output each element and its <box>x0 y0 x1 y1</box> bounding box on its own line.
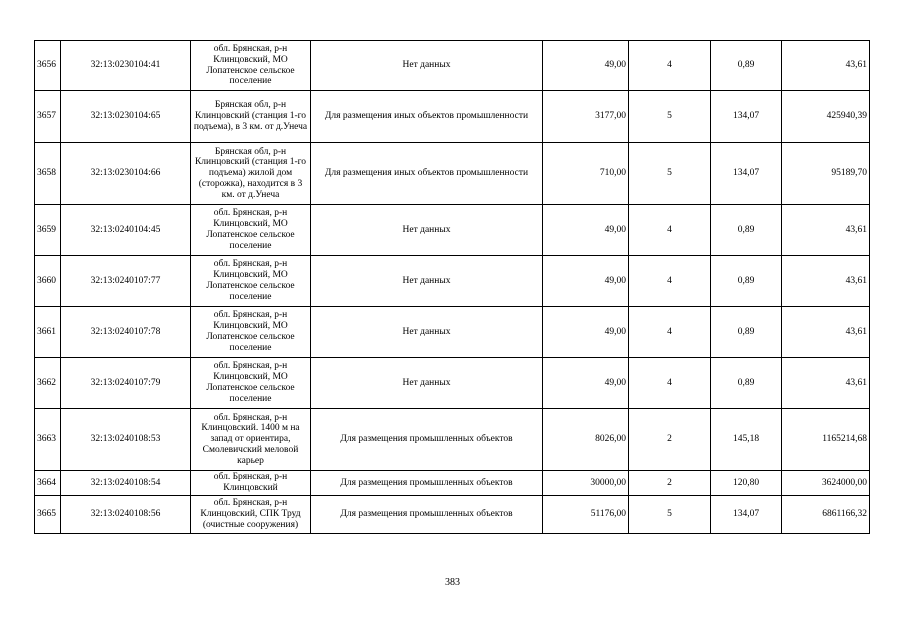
category: 4 <box>629 307 711 358</box>
land-registry-table <box>34 40 870 534</box>
area: 49,00 <box>543 256 629 307</box>
category: 2 <box>629 471 711 496</box>
table-row <box>35 143 870 205</box>
table-row <box>35 41 870 91</box>
address: обл. Брянская, р-н Клинцовский, СПК Труд (очистные сооружения) <box>191 496 311 534</box>
address: обл. Брянская, р-н Клинцовский, МО Лопатенское сельское поселение <box>191 256 311 307</box>
permitted-use: Нет данных <box>311 307 543 358</box>
area: 51176,00 <box>543 496 629 534</box>
area: 49,00 <box>543 205 629 256</box>
category: 5 <box>629 143 711 205</box>
category: 4 <box>629 358 711 409</box>
cadastral-value: 95189,70 <box>782 143 870 205</box>
table-row <box>35 358 870 409</box>
row-number: 3659 <box>35 205 61 256</box>
table-row <box>35 91 870 143</box>
cadastral-number: 32:13:0240108:53 <box>61 409 191 471</box>
permitted-use: Для размещения промышленных объектов <box>311 471 543 496</box>
row-number: 3664 <box>35 471 61 496</box>
specific-value: 145,18 <box>711 409 782 471</box>
address: обл. Брянская, р-н Клинцовский, МО Лопатенское сельское поселение <box>191 41 311 91</box>
permitted-use: Для размещения иных объектов промышленности <box>311 91 543 143</box>
address: обл. Брянская, р-н Клинцовский, МО Лопатенское сельское поселение <box>191 205 311 256</box>
category: 4 <box>629 256 711 307</box>
area: 49,00 <box>543 41 629 91</box>
permitted-use: Для размещения иных объектов промышленности <box>311 143 543 205</box>
specific-value: 0,89 <box>711 41 782 91</box>
row-number: 3657 <box>35 91 61 143</box>
row-number: 3663 <box>35 409 61 471</box>
address: Брянская обл, р-н Клинцовский (станция 1-го подъема), в 3 км. от д.Унеча <box>191 91 311 143</box>
specific-value: 134,07 <box>711 496 782 534</box>
cadastral-value: 6861166,32 <box>782 496 870 534</box>
area: 49,00 <box>543 358 629 409</box>
cadastral-number: 32:13:0230104:65 <box>61 91 191 143</box>
area: 3177,00 <box>543 91 629 143</box>
category: 5 <box>629 496 711 534</box>
row-number: 3660 <box>35 256 61 307</box>
cadastral-number: 32:13:0240107:77 <box>61 256 191 307</box>
area: 8026,00 <box>543 409 629 471</box>
category: 4 <box>629 41 711 91</box>
specific-value: 0,89 <box>711 205 782 256</box>
table-row <box>35 205 870 256</box>
table-row <box>35 307 870 358</box>
table-body <box>35 41 870 534</box>
specific-value: 0,89 <box>711 358 782 409</box>
address: Брянская обл, р-н Клинцовский (станция 1-го подъема) жилой дом (сторожка), находится в 3 км. от д.Унеча <box>191 143 311 205</box>
area: 30000,00 <box>543 471 629 496</box>
specific-value: 134,07 <box>711 143 782 205</box>
cadastral-number: 32:13:0230104:66 <box>61 143 191 205</box>
address: обл. Брянская, р-н Клинцовский <box>191 471 311 496</box>
specific-value: 0,89 <box>711 256 782 307</box>
specific-value: 120,80 <box>711 471 782 496</box>
address: обл. Брянская, р-н Клинцовский, МО Лопатенское сельское поселение <box>191 307 311 358</box>
area: 710,00 <box>543 143 629 205</box>
cadastral-value: 43,61 <box>782 41 870 91</box>
table-row <box>35 471 870 496</box>
cadastral-number: 32:13:0240104:45 <box>61 205 191 256</box>
specific-value: 0,89 <box>711 307 782 358</box>
cadastral-number: 32:13:0230104:41 <box>61 41 191 91</box>
permitted-use: Для размещения промышленных объектов <box>311 496 543 534</box>
permitted-use: Нет данных <box>311 41 543 91</box>
table-row <box>35 256 870 307</box>
address: обл. Брянская, р-н Клинцовский, МО Лопатенское сельское поселение <box>191 358 311 409</box>
cadastral-value: 1165214,68 <box>782 409 870 471</box>
row-number: 3665 <box>35 496 61 534</box>
address: обл. Брянская, р-н Клинцовский. 1400 м на запад от ориентира, Смолевичский меловой карьер <box>191 409 311 471</box>
area: 49,00 <box>543 307 629 358</box>
cadastral-value: 425940,39 <box>782 91 870 143</box>
row-number: 3656 <box>35 41 61 91</box>
cadastral-number: 32:13:0240107:79 <box>61 358 191 409</box>
cadastral-value: 43,61 <box>782 307 870 358</box>
specific-value: 134,07 <box>711 91 782 143</box>
cadastral-value: 3624000,00 <box>782 471 870 496</box>
row-number: 3658 <box>35 143 61 205</box>
cadastral-number: 32:13:0240108:56 <box>61 496 191 534</box>
cadastral-number: 32:13:0240107:78 <box>61 307 191 358</box>
page-number: 383 <box>445 577 460 588</box>
cadastral-value: 43,61 <box>782 256 870 307</box>
cadastral-value: 43,61 <box>782 205 870 256</box>
permitted-use: Для размещения промышленных объектов <box>311 409 543 471</box>
permitted-use: Нет данных <box>311 358 543 409</box>
row-number: 3661 <box>35 307 61 358</box>
permitted-use: Нет данных <box>311 205 543 256</box>
cadastral-value: 43,61 <box>782 358 870 409</box>
table-row <box>35 496 870 534</box>
cadastral-number: 32:13:0240108:54 <box>61 471 191 496</box>
category: 2 <box>629 409 711 471</box>
table-row <box>35 409 870 471</box>
permitted-use: Нет данных <box>311 256 543 307</box>
category: 5 <box>629 91 711 143</box>
category: 4 <box>629 205 711 256</box>
row-number: 3662 <box>35 358 61 409</box>
